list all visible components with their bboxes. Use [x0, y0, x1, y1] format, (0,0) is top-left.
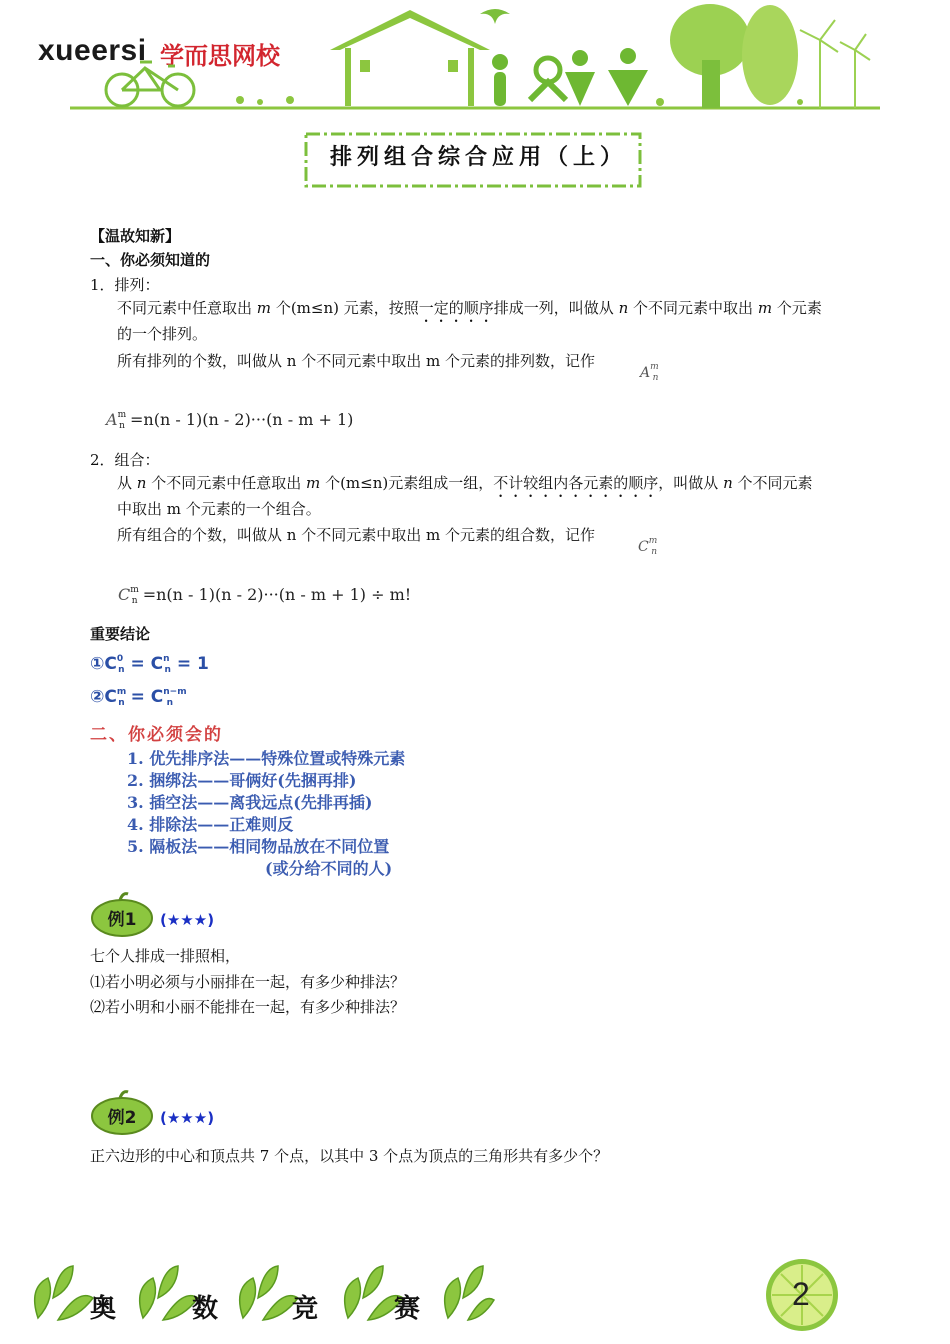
combination-definition-line2: 中取出 m 个元素的一个组合。	[117, 500, 321, 518]
combination-definition-line1: 从 n 个不同元素中任意取出 m 个(m≤n)元素组成一组，不计较组内各元素的顺序，叫做从 n 个不同元素	[117, 474, 813, 492]
example-1-line: ⑵若小明和小丽不能排在一起，有多少种排法？	[90, 998, 406, 1016]
footer-char: 竞	[292, 1294, 319, 1324]
dotted-emphasis: 一定的顺序	[418, 299, 494, 317]
house-icon	[330, 10, 490, 106]
footer-char: 奥	[90, 1294, 117, 1324]
bicycle-icon	[106, 62, 194, 106]
method-item: 3. 插空法——离我远点(先排再插)	[127, 793, 373, 812]
conclusion-heading: 重要结论	[90, 625, 151, 643]
windmill-icon	[800, 20, 870, 108]
method-item: 1. 优先排序法——特殊位置或特殊元素	[127, 749, 406, 768]
people-icon	[492, 48, 648, 106]
svg-text:例1: 例1	[107, 910, 137, 930]
permutation-formula: $A^m_n =n(n - 1)(n - 2)\cdot\cdot\cdot(n - m + 1)$	[106, 410, 354, 431]
page-title: 排列组合综合应用（上）	[330, 145, 628, 170]
logo-text-cn: 学而思网校	[160, 42, 280, 70]
section1-heading: 一、你必须知道的	[90, 251, 211, 269]
page-number: 2	[792, 1276, 810, 1312]
permutation-label: 1．排列：	[90, 276, 160, 294]
permutation-symbol: $A^m_n$	[640, 362, 659, 383]
bird-icon	[480, 9, 510, 24]
combination-count-line: 所有组合的个数，叫做从 n 个不同元素中取出 m 个元素的组合数，记作	[117, 526, 595, 544]
svg-text:例2: 例2	[107, 1108, 137, 1128]
combination-label: 2．组合：	[90, 451, 160, 469]
dotted-emphasis: 不计较组内各元素的顺序	[493, 474, 659, 492]
conclusion-2: $②C^m_n = C^{n-m}_n$	[90, 687, 187, 708]
combination-formula: $C^m_n =n(n - 1)(n - 2)\cdot\cdot\cdot(n - m + 1) \div m$!	[118, 585, 412, 606]
example-1-line: ⑴若小明必须与小丽排在一起，有多少种排法？	[90, 973, 406, 991]
conclusion-1: $①C^0_n = C^n_n = 1$	[90, 654, 209, 675]
example-badge-2	[90, 1090, 154, 1136]
logo-text-en: xueersi	[38, 34, 147, 67]
method-item-continuation: (或分给不同的人)	[265, 859, 393, 878]
tree-icon	[670, 4, 798, 108]
combination-symbol: $C^m_n$	[638, 536, 658, 557]
review-heading: 【温故知新】	[90, 227, 181, 245]
difficulty-stars: (★★★)	[160, 911, 215, 929]
method-item: 2. 捆绑法——哥俩好(先捆再排)	[127, 771, 357, 790]
example-1-line: 七个人排成一排照相，	[90, 947, 241, 965]
example-badge-1	[90, 892, 154, 938]
footer-char: 数	[192, 1294, 219, 1324]
permutation-definition-line2: 的一个排列。	[117, 325, 208, 343]
example-2-line: 正六边形的中心和顶点共 7 个点，以其中 3 个点为顶点的三角形共有多少个？	[90, 1147, 609, 1165]
method-item: 5. 隔板法——相同物品放在不同位置	[127, 837, 390, 856]
header-illustration	[60, 0, 890, 118]
method-item: 4. 排除法——正难则反	[127, 815, 294, 834]
permutation-count-line: 所有排列的个数，叫做从 n 个不同元素中取出 m 个元素的排列数，记作	[117, 352, 595, 370]
difficulty-stars: (★★★)	[160, 1109, 215, 1127]
methods-heading: 二、你必须会的	[90, 725, 223, 745]
footer-char: 赛	[394, 1294, 421, 1324]
permutation-definition-line1: 不同元素中任意取出 m 个(m≤n) 元素，按照一定的顺序排成一列，叫做从 n 个不同元素中取出 m 个元素	[117, 299, 822, 317]
